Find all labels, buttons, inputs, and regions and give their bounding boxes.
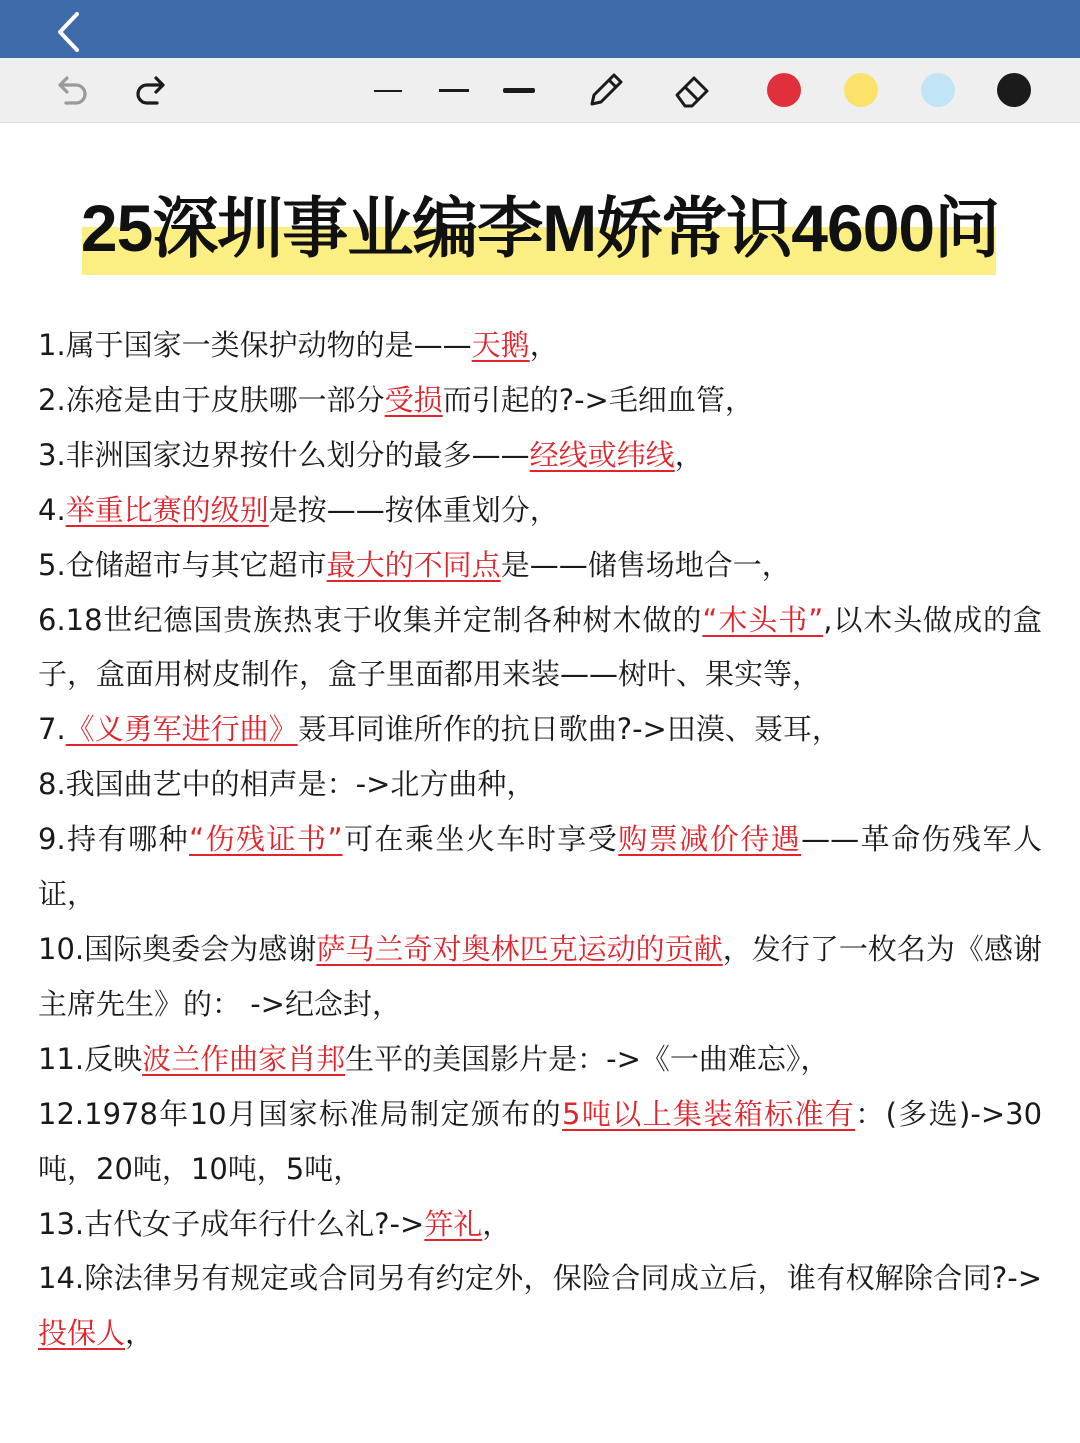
question-text: ，发行了一枚名为《感谢主席先生》的： ->纪念封，	[38, 931, 1042, 1021]
eraser-icon[interactable]	[671, 68, 715, 112]
question-item	[38, 1032, 1042, 1087]
question-text: 11.反映	[38, 1041, 143, 1076]
question-text: 生平的美国影片是：->《一曲难忘》，	[345, 1041, 830, 1076]
pencil-icon[interactable]	[584, 68, 628, 112]
question-text: 14.除法律另有规定或合同另有约定外，保险合同成立后，谁有权解除合同?->	[38, 1261, 1042, 1296]
question-text: 10.国际奥委会为感谢	[38, 931, 317, 966]
question-text: 是——储售场地合一，	[500, 547, 791, 582]
highlighted-keyword: 波兰作曲家肖邦	[142, 1041, 346, 1076]
question-item	[38, 483, 1042, 538]
question-text: 是按——按体重划分，	[268, 492, 559, 527]
question-item	[38, 1197, 1042, 1252]
highlighted-keyword: 《义勇军进行曲》	[65, 712, 298, 747]
highlighted-keyword: 萨马兰奇对奥林匹克运动的贡献	[316, 931, 723, 966]
highlighted-keyword: 最大的不同点	[326, 547, 501, 582]
question-item	[38, 922, 1042, 1032]
question-item	[38, 757, 1042, 812]
thin-stroke-option[interactable]	[374, 90, 402, 92]
question-text: 6.18世纪德国贵族热衷于收集并定制各种树木做的	[38, 602, 703, 637]
question-item	[38, 538, 1042, 593]
color-swatch-red[interactable]	[767, 73, 801, 107]
highlighted-keyword: 投保人	[38, 1316, 126, 1351]
question-item	[38, 1251, 1042, 1361]
question-text: 而引起的?->毛细血管，	[442, 382, 754, 417]
question-text: 7.	[38, 712, 66, 747]
question-text: 12.1978年10月国家标准局制定颁布的	[38, 1096, 563, 1131]
question-item	[38, 593, 1042, 703]
highlighted-keyword: 受损	[384, 382, 443, 417]
color-swatch-black[interactable]	[997, 73, 1031, 107]
title-block	[0, 183, 1080, 278]
question-text: ：(多选)->30吨，20吨，10吨，5吨，	[38, 1096, 1043, 1186]
question-list	[38, 318, 1042, 1361]
top-navigation-bar	[0, 0, 1080, 58]
highlighted-keyword: 购票减价待遇	[618, 822, 802, 857]
highlighted-keyword: 5吨以上集装箱标准有	[562, 1096, 856, 1131]
question-text: ，	[529, 328, 559, 362]
redo-icon[interactable]	[130, 68, 174, 112]
highlighted-keyword: 举重比赛的级别	[65, 492, 269, 527]
page-title: 25深圳事业编李M娇常识4600问	[80, 191, 1000, 265]
question-text: 3.非洲国家边界按什么划分的最多——	[38, 437, 530, 472]
question-text: ,以木头做成的盒子，盒面用树皮制作，盒子里面都用来装——树叶、果实等，	[38, 602, 1042, 692]
question-text: ，	[674, 437, 704, 472]
question-text: ，	[125, 1316, 155, 1351]
color-swatch-light-blue[interactable]	[921, 73, 955, 107]
question-item	[38, 373, 1042, 428]
question-text: 4.	[38, 492, 66, 527]
question-item	[38, 702, 1042, 757]
undo-icon[interactable]	[49, 68, 93, 112]
highlighted-keyword: 经线或纬线	[529, 437, 675, 472]
question-text: 8.我国曲艺中的相声是：->北方曲种，	[38, 767, 536, 802]
highlighted-keyword: “木头书”	[702, 602, 824, 637]
medium-stroke-option[interactable]	[439, 89, 469, 92]
chevron-left-icon[interactable]	[48, 6, 92, 54]
question-text: 聂耳同谁所作的抗日歌曲?->田漠、聂耳，	[297, 712, 841, 747]
question-item	[38, 318, 1042, 373]
question-text: 2.冻疮是由于皮肤哪一部分	[38, 382, 385, 417]
question-text: ，	[482, 1206, 512, 1241]
question-item	[38, 428, 1042, 483]
thick-stroke-option[interactable]	[503, 88, 535, 93]
question-text: 9.持有哪种	[38, 822, 190, 857]
color-swatch-yellow[interactable]	[844, 73, 878, 107]
question-item	[38, 812, 1042, 922]
drawing-toolbar	[0, 58, 1080, 123]
highlighted-keyword: 笄礼	[424, 1206, 483, 1241]
highlighted-keyword: 天鹅	[471, 328, 530, 362]
question-text: ——革命伤残军人证，	[38, 822, 1042, 912]
question-text: 可在乘坐火车时享受	[342, 822, 619, 857]
question-item	[38, 1087, 1042, 1197]
question-text: 1.属于国家一类保护动物的是——	[38, 328, 472, 362]
question-text: 13.古代女子成年行什么礼?->	[38, 1206, 425, 1241]
highlighted-keyword: “伤残证书”	[189, 822, 343, 857]
question-text: 5.仓储超市与其它超市	[38, 547, 327, 582]
